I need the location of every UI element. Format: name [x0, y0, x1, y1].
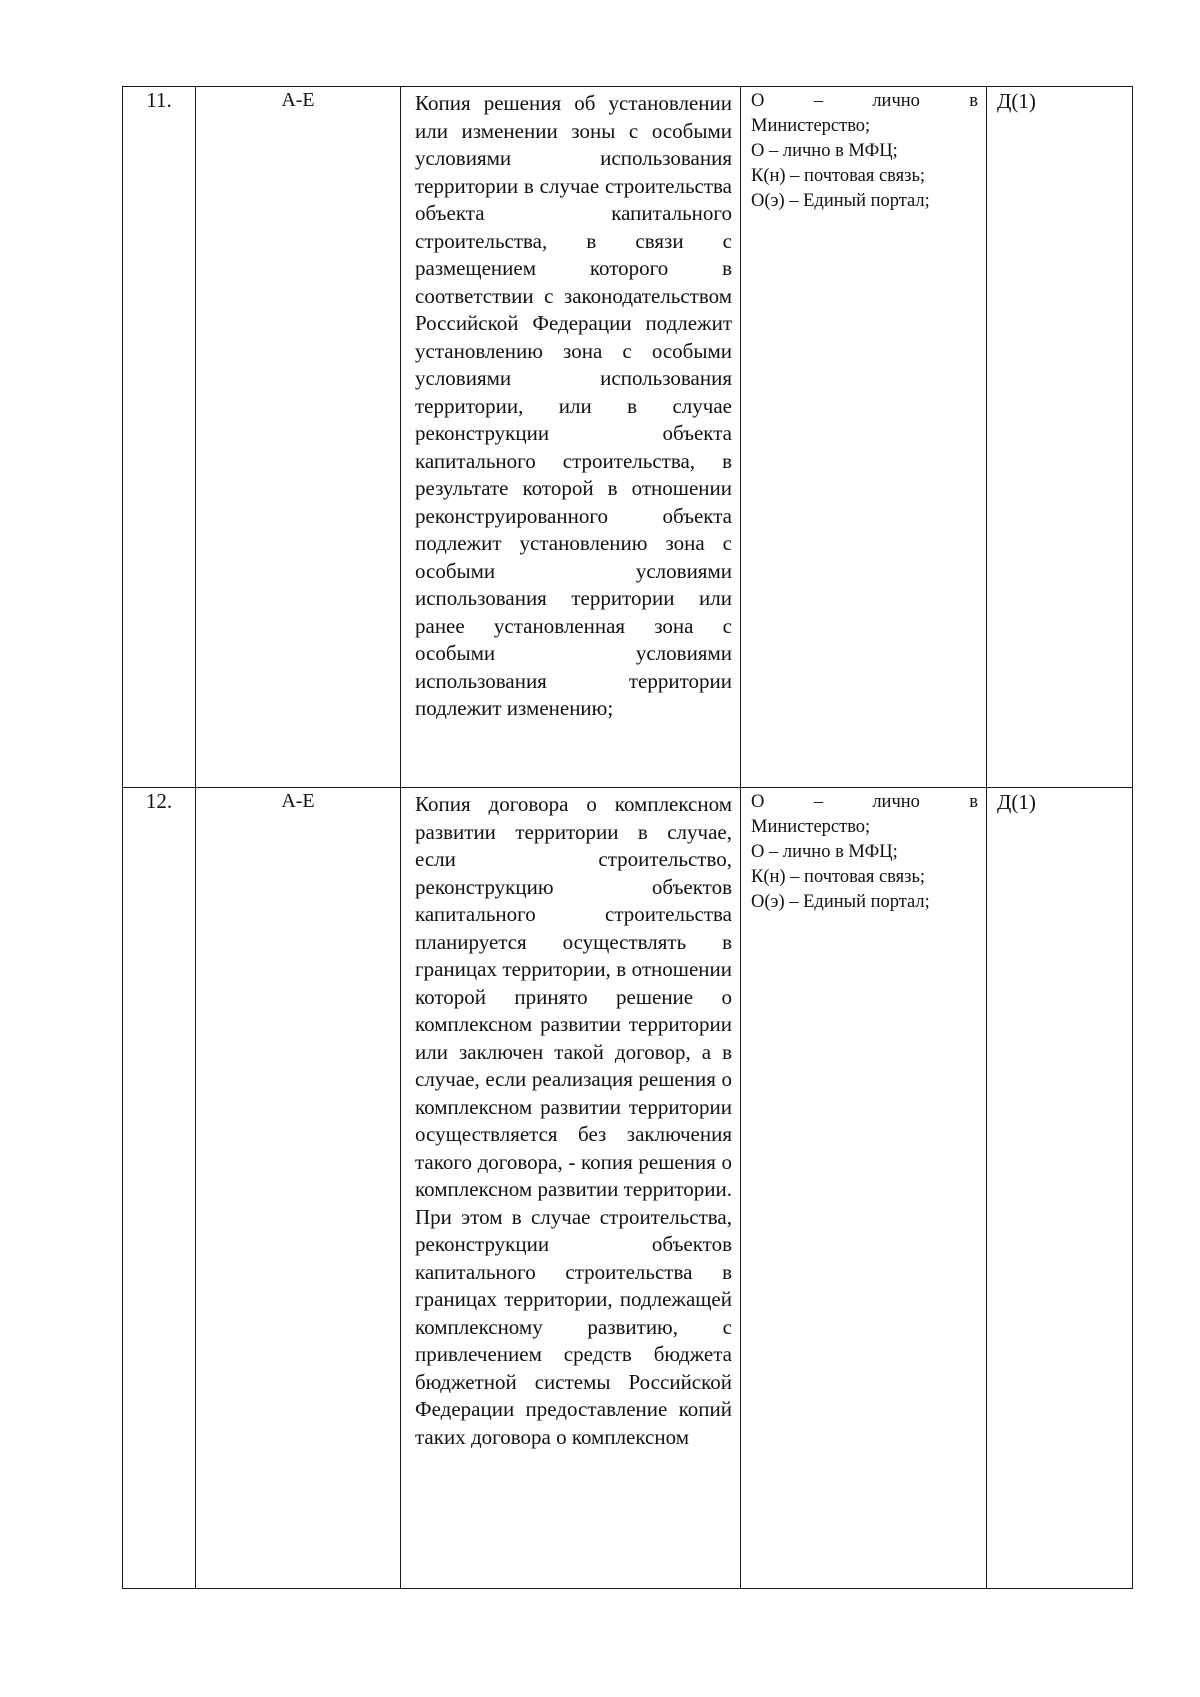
- row-number: 11.: [146, 88, 172, 112]
- method-post: К(н) – почтовая связь;: [751, 867, 926, 887]
- documents-table: [122, 86, 1133, 1589]
- document-description: Копия договора о комплексном развитии территории в случае, если строительство, реконструкцию объектов капитального строительства планируется осуществлять в границах территории, в отношении которой принято решение о комплексном развитии территории или заключен такой договор, а в случае, если реализация решения о комплексном развитии территории осуществляется без заключения такого договора, - копия решения о комплексном развитии территории. При этом в случае строительства, реконструкции объектов капитального строительства в границах территории, подлежащей комплексному развитию, с привлечением средств бюджета бюджетной системы Российской Федерации предоставление копий таких договора о комплексном: [415, 792, 732, 1449]
- submission-methods: [741, 788, 986, 915]
- sections-cell: [196, 788, 401, 1589]
- row-number-cell: [123, 788, 196, 1589]
- result-code: Д(1): [997, 89, 1036, 113]
- method-portal: О(э) – Единый портал;: [751, 191, 930, 211]
- method-ministry: О – лично в: [751, 91, 978, 111]
- method-mfc: О – лично в МФЦ;: [751, 842, 898, 862]
- result-cell: [987, 788, 1133, 1589]
- method-ministry-cont: Министерство;: [751, 116, 871, 136]
- description-cell: [401, 788, 741, 1589]
- table-row: [123, 788, 1133, 1589]
- result-cell: [987, 87, 1133, 788]
- document-description: Копия решения об установлении или изменении зоны с особыми условиями использования территории в случае строительства объекта капитального строительства, в связи с размещением которого в соответствии с законодательством Российской Федерации подлежит установлению зона с особыми условиями использования территории, или в случае реконструкции объекта капитального строительства, в результате которой в отношении реконструированного объекта подлежит установлению зона с особыми условиями использования территории или ранее установленная зона с особыми условиями использования территории подлежит изменению;: [415, 91, 732, 720]
- result-code: Д(1): [997, 790, 1036, 814]
- submission-methods: [741, 87, 986, 214]
- sections-code: А-Е: [281, 89, 315, 111]
- method-ministry-cont: Министерство;: [751, 817, 871, 837]
- method-post: К(н) – почтовая связь;: [751, 166, 926, 186]
- method-portal: О(э) – Единый портал;: [751, 892, 930, 912]
- submission-methods-cell: [741, 788, 987, 1589]
- method-ministry: О – лично в: [751, 792, 978, 812]
- row-number-cell: [123, 87, 196, 788]
- sections-cell: [196, 87, 401, 788]
- submission-methods-cell: [741, 87, 987, 788]
- sections-code: А-Е: [281, 790, 315, 812]
- table-row: [123, 87, 1133, 788]
- description-cell: [401, 87, 741, 788]
- row-number: 12.: [145, 789, 173, 813]
- method-mfc: О – лично в МФЦ;: [751, 141, 898, 161]
